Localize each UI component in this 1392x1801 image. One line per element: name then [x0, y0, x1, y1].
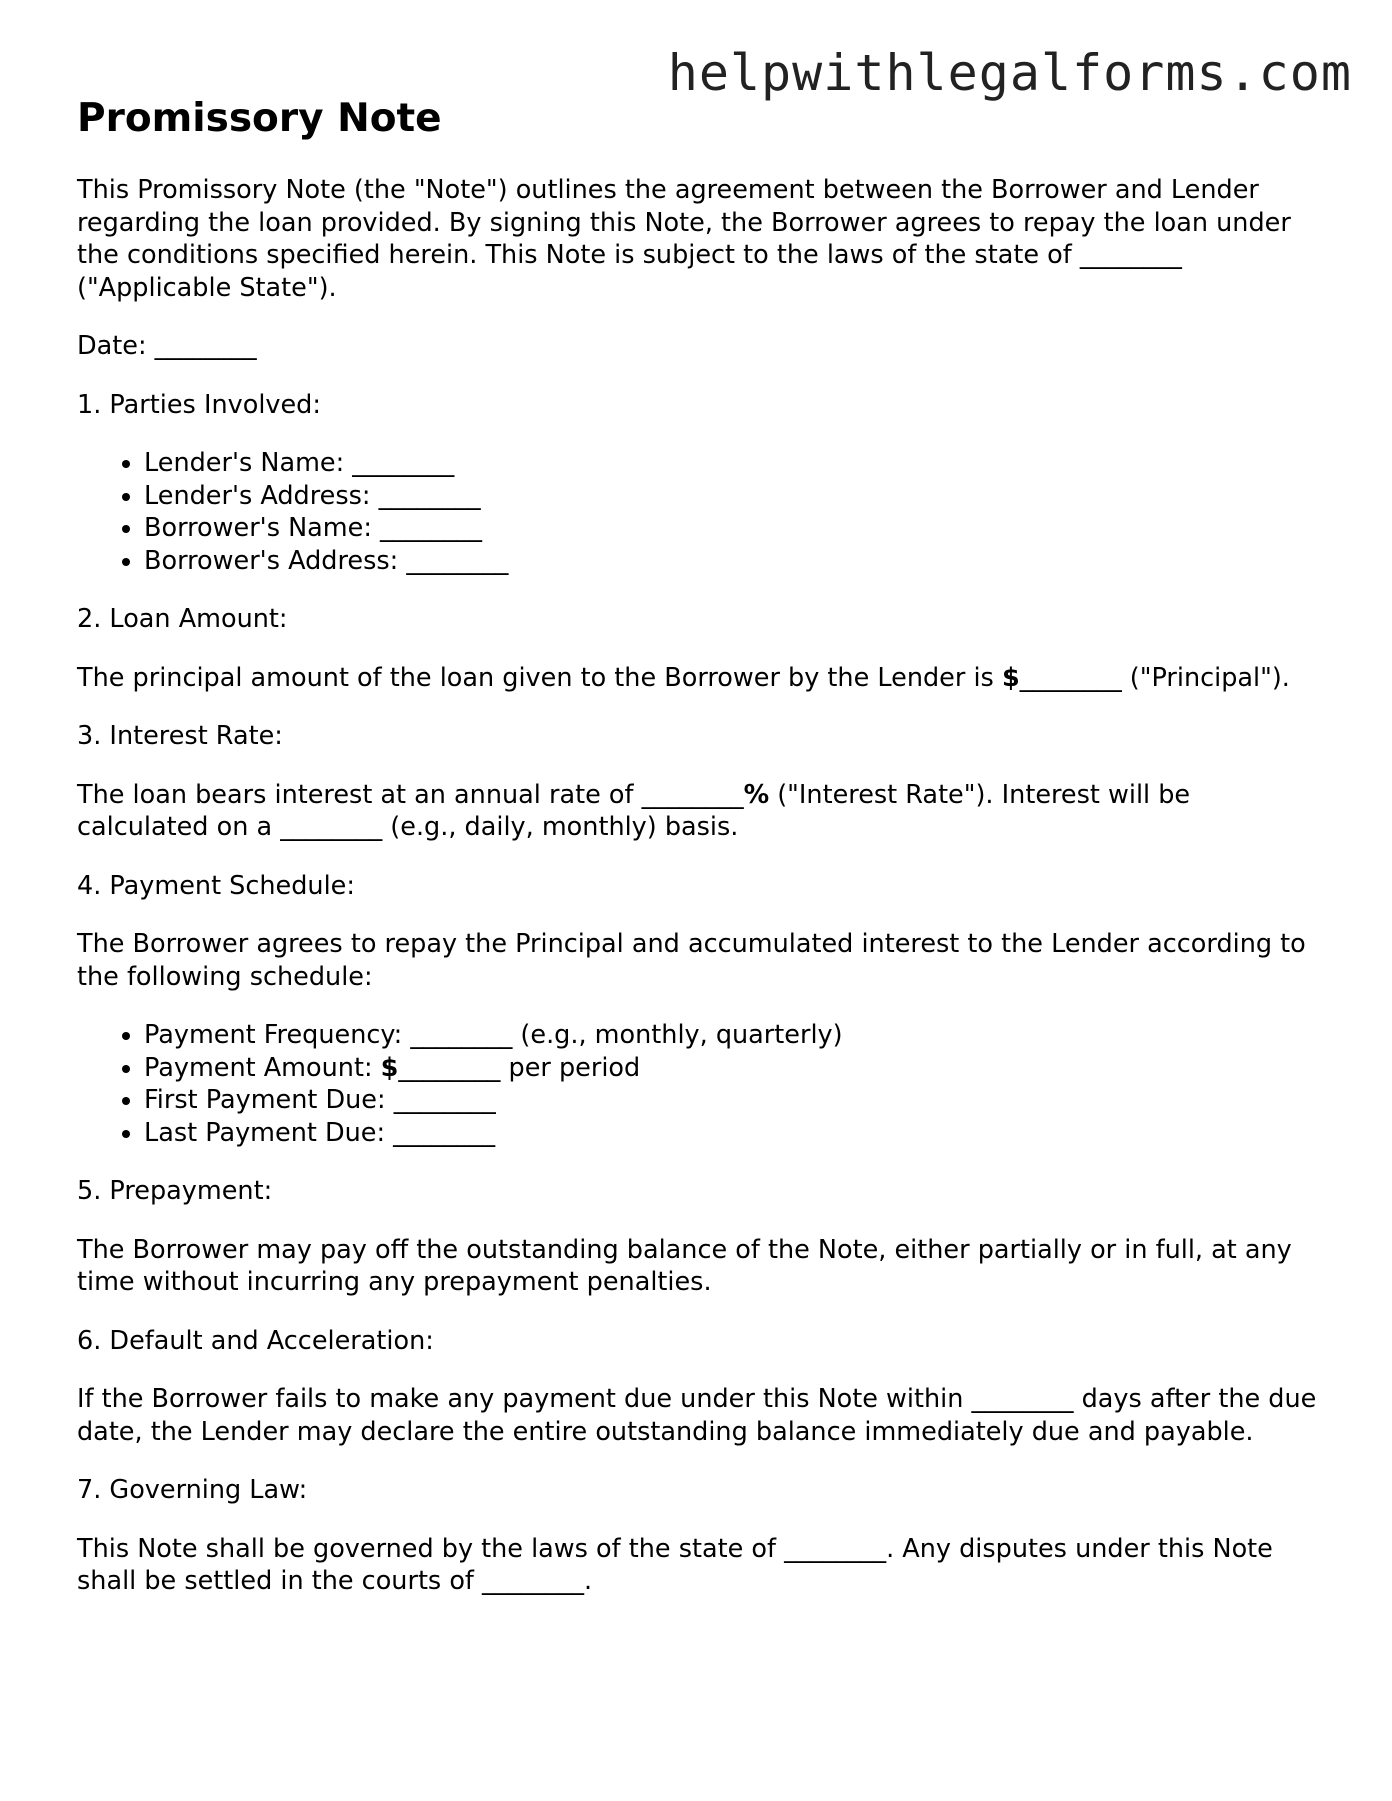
schedule-paragraph: The Borrower agrees to repay the Principal and accumulated interest to the Lender according to the following schedule:	[77, 929, 1306, 992]
percent-sign: %	[743, 779, 770, 810]
interest-text: The loan bears interest at an annual rate of	[77, 779, 642, 810]
last-payment-blank: ________	[393, 1117, 496, 1148]
page-title: Promissory Note	[77, 96, 442, 141]
default-text-end: days after the due date, the Lender may declare the entire outstanding balance immediately due and payable.	[77, 1384, 1317, 1447]
borrower-address-label: Borrower's Address:	[144, 545, 407, 576]
lender-name-label: Lender's Name:	[144, 448, 353, 478]
amount-suffix: per period	[500, 1052, 641, 1083]
law-text-end: .	[584, 1566, 593, 1596]
interest-rate-blank: ________	[641, 779, 744, 810]
amount-label: Payment Amount:	[144, 1052, 381, 1083]
amount-currency: $	[380, 1052, 399, 1083]
section-heading-interest: 3. Interest Rate:	[77, 721, 283, 751]
borrower-name-label: Borrower's Name:	[144, 513, 381, 543]
section-heading-default: 6. Default and Acceleration:	[77, 1325, 434, 1356]
intro-text: This Promissory Note (the "Note") outlines the agreement between the Borrower and Lender regarding the loan provided. By signing this Note, the Borrower agrees to repay the loan under the conditions specified herein. This Note is subject to the laws of the state of	[77, 175, 1291, 270]
borrower-name-blank: ________	[380, 513, 483, 543]
list-item	[144, 447, 1327, 480]
principal-currency: $	[1001, 662, 1020, 693]
law-text: This Note shall be governed by the laws of the state of	[77, 1533, 785, 1564]
amount-blank: ________	[398, 1052, 501, 1083]
loan-text-end: ("Principal").	[1121, 662, 1290, 693]
list-item	[144, 545, 1327, 578]
frequency-hint: (e.g., monthly, quarterly)	[512, 1020, 843, 1050]
section-heading-loan: 2. Loan Amount:	[77, 604, 288, 634]
interest-text-mid: ("Interest Rate"). Interest will be calculated on a	[77, 779, 1191, 842]
list-item	[144, 1052, 1327, 1085]
section-heading-prepayment: 5. Prepayment:	[77, 1176, 273, 1206]
frequency-label: Payment Frequency:	[144, 1020, 411, 1050]
first-payment-label: First Payment Due:	[144, 1085, 394, 1115]
last-payment-label: Last Payment Due:	[144, 1117, 394, 1148]
governing-state-blank: ________	[784, 1533, 887, 1564]
days-blank: ________	[971, 1384, 1074, 1414]
interest-paragraph	[77, 779, 1327, 844]
section-heading-schedule: 4. Payment Schedule:	[77, 870, 355, 901]
list-item	[144, 1019, 1327, 1052]
law-paragraph	[77, 1533, 1327, 1598]
applicable-state-blank: ________	[1079, 240, 1182, 270]
borrower-address-blank: ________	[406, 545, 509, 576]
list-item	[144, 1117, 1327, 1150]
list-item	[144, 480, 1327, 513]
default-paragraph	[77, 1383, 1327, 1448]
schedule-list	[77, 1019, 1327, 1149]
principal-blank: ________	[1019, 662, 1122, 693]
list-item	[144, 1084, 1327, 1117]
date-blank: ________	[154, 331, 257, 361]
law-text-mid: . Any disputes under this Note shall be settled in the courts of	[77, 1533, 1273, 1596]
intro-text-end: ("Applicable State").	[77, 272, 337, 303]
watermark: helpwithlegalforms.com	[667, 44, 1352, 102]
lender-address-blank: ________	[378, 480, 481, 511]
loan-text: The principal amount of the loan given to the Borrower by the Lender is	[77, 662, 1002, 693]
loan-paragraph	[77, 662, 1327, 695]
date-line	[77, 330, 1327, 363]
list-item	[144, 512, 1327, 545]
lender-name-blank: ________	[352, 448, 455, 478]
frequency-blank: ________	[410, 1020, 513, 1050]
default-text: If the Borrower fails to make any payment due under this Note within	[77, 1384, 972, 1414]
prepayment-paragraph: The Borrower may pay off the outstanding balance of the Note, either partially or in full, at any time without incurring any prepayment penalties.	[77, 1234, 1292, 1297]
date-label: Date:	[77, 331, 155, 361]
interest-text-end: (e.g., daily, monthly) basis.	[382, 812, 739, 842]
section-heading-law: 7. Governing Law:	[77, 1475, 308, 1505]
intro-paragraph	[77, 174, 1327, 304]
first-payment-blank: ________	[393, 1085, 496, 1115]
lender-address-label: Lender's Address:	[144, 480, 379, 511]
document-body	[77, 96, 1327, 1624]
section-heading-parties: 1. Parties Involved:	[77, 389, 321, 420]
courts-blank: ________	[482, 1566, 585, 1596]
interest-basis-blank: ________	[280, 812, 383, 842]
parties-list	[77, 447, 1327, 577]
